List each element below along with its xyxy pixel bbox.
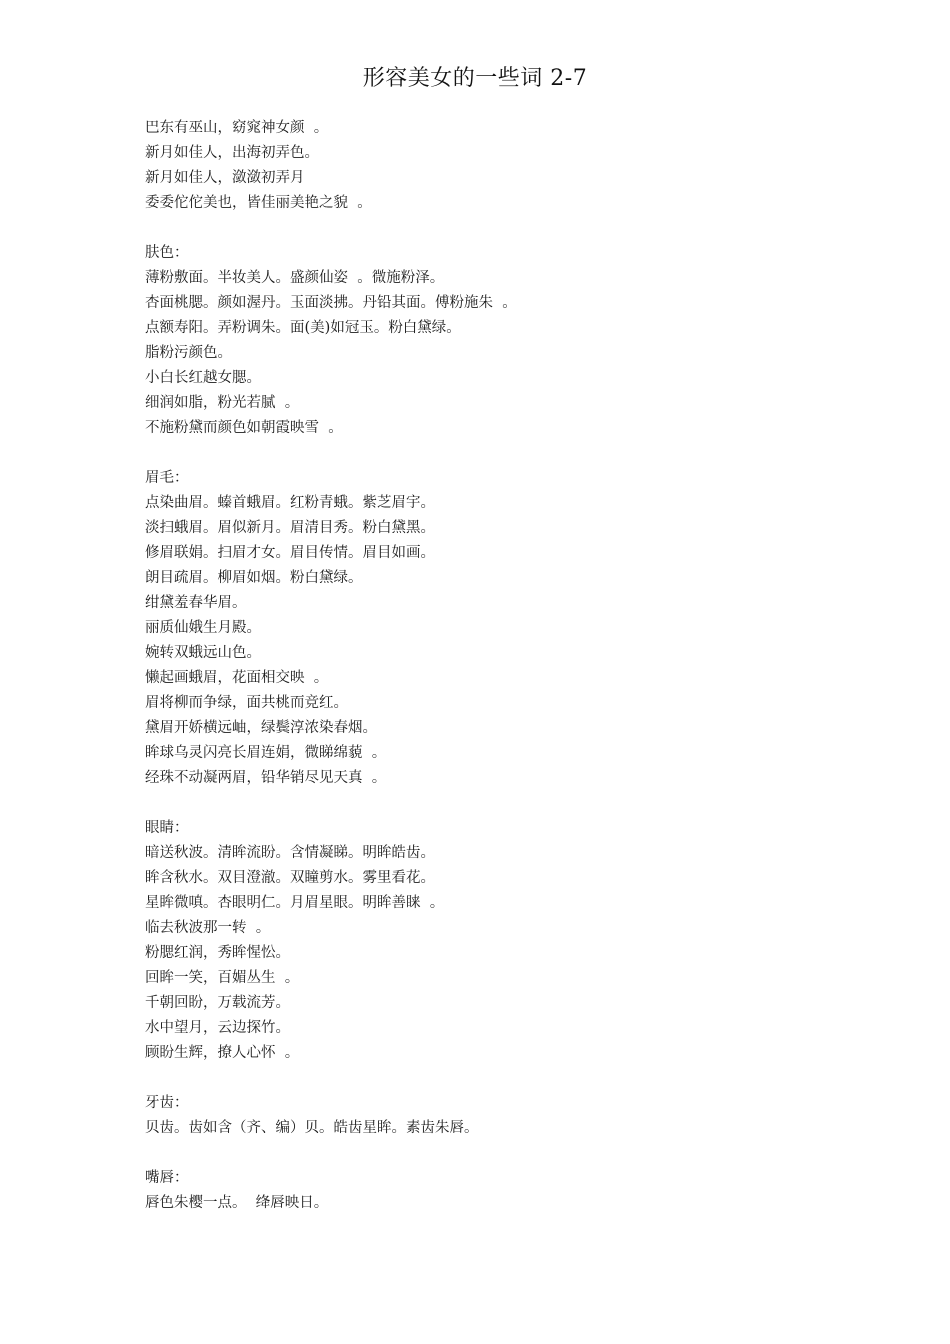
text-line: 回眸一笑，百媚丛生 。 bbox=[145, 970, 300, 986]
text-line: 懒起画蛾眉，花面相交映 。 bbox=[145, 670, 329, 686]
text-line: 绀黛羞春华眉。 bbox=[145, 595, 247, 611]
text-line: 细润如脂，粉光若腻 。 bbox=[145, 395, 300, 411]
paragraph-gap bbox=[145, 441, 865, 466]
text-line: 经珠不动凝两眉，铅华销尽见天真 。 bbox=[145, 770, 387, 786]
section-teeth bbox=[145, 1091, 865, 1141]
text-line: 巴东有巫山，窈窕神女颜 。 bbox=[145, 120, 329, 136]
text-line: 杏面桃腮。颜如渥丹。玉面淡拂。丹铅其面。傅粉施朱 。 bbox=[145, 295, 517, 311]
section-eyes bbox=[145, 816, 865, 1066]
text-line: 新月如佳人，出海初弄色。 bbox=[145, 145, 319, 161]
text-line: 顾盼生辉，撩人心怀 。 bbox=[145, 1045, 300, 1061]
text-line: 黛眉开娇横远岫，绿鬓淳浓染春烟。 bbox=[145, 720, 377, 736]
text-line: 不施粉黛而颜色如朝霞映雪 。 bbox=[145, 420, 343, 436]
text-line: 脂粉污颜色。 bbox=[145, 345, 232, 361]
text-line: 粉腮红润，秀眸惺忪。 bbox=[145, 945, 290, 961]
section-heading: 眼睛： bbox=[145, 820, 189, 836]
text-line: 水中望月，云边探竹。 bbox=[145, 1020, 290, 1036]
intro-block bbox=[145, 116, 865, 216]
text-line: 委委佗佗美也，皆佳丽美艳之貌 。 bbox=[145, 195, 372, 211]
text-line: 眉将柳而争绿，面共桃而竞红。 bbox=[145, 695, 348, 711]
paragraph-gap bbox=[145, 791, 865, 816]
text-line: 眸含秋水。双目澄澈。双瞳剪水。雾里看花。 bbox=[145, 870, 435, 886]
section-heading: 嘴唇： bbox=[145, 1170, 189, 1186]
text-line: 新月如佳人，潋潋初弄月 bbox=[145, 170, 305, 186]
text-line: 小白长红越女腮。 bbox=[145, 370, 261, 386]
text-line: 淡扫蛾眉。眉似新月。眉清目秀。粉白黛黑。 bbox=[145, 520, 435, 536]
section-heading: 牙齿： bbox=[145, 1095, 189, 1111]
text-line: 朗目疏眉。柳眉如烟。粉白黛绿。 bbox=[145, 570, 363, 586]
text-line: 唇色朱樱一点。 绛唇映日。 bbox=[145, 1195, 329, 1211]
text-line: 眸球乌灵闪亮长眉连娟，微睇绵藐 。 bbox=[145, 745, 387, 761]
text-line: 临去秋波那一转 。 bbox=[145, 920, 271, 936]
text-line: 薄粉敷面。半妆美人。盛颜仙姿 。微施粉泽。 bbox=[145, 270, 445, 286]
section-heading: 眉毛： bbox=[145, 470, 189, 486]
paragraph-gap bbox=[145, 1141, 865, 1166]
text-line: 丽质仙娥生月殿。 bbox=[145, 620, 261, 636]
text-line: 修眉联娟。扫眉才女。眉目传情。眉目如画。 bbox=[145, 545, 435, 561]
text-line: 点额寿阳。弄粉调朱。面(美)如冠玉。粉白黛绿。 bbox=[145, 320, 461, 336]
text-line: 婉转双蛾远山色。 bbox=[145, 645, 261, 661]
text-line: 千朝回盼，万载流芳。 bbox=[145, 995, 290, 1011]
text-line: 贝齿。齿如含（齐、编）贝。皓齿星眸。素齿朱唇。 bbox=[145, 1120, 479, 1136]
paragraph-gap bbox=[145, 1066, 865, 1091]
section-skin bbox=[145, 241, 865, 441]
document-body bbox=[145, 116, 865, 1216]
section-lips bbox=[145, 1166, 865, 1216]
text-line: 点染曲眉。螓首蛾眉。红粉青蛾。紫芝眉宇。 bbox=[145, 495, 435, 511]
section-eyebrows bbox=[145, 466, 865, 791]
page-title: 形容美女的一些词 2-7 bbox=[362, 66, 588, 91]
paragraph-gap bbox=[145, 216, 865, 241]
text-line: 星眸微嗔。杏眼明仁。月眉星眼。明眸善睐 。 bbox=[145, 895, 445, 911]
text-line: 暗送秋波。清眸流盼。含情凝睇。明眸皓齿。 bbox=[145, 845, 435, 861]
section-heading: 肤色： bbox=[145, 245, 189, 261]
